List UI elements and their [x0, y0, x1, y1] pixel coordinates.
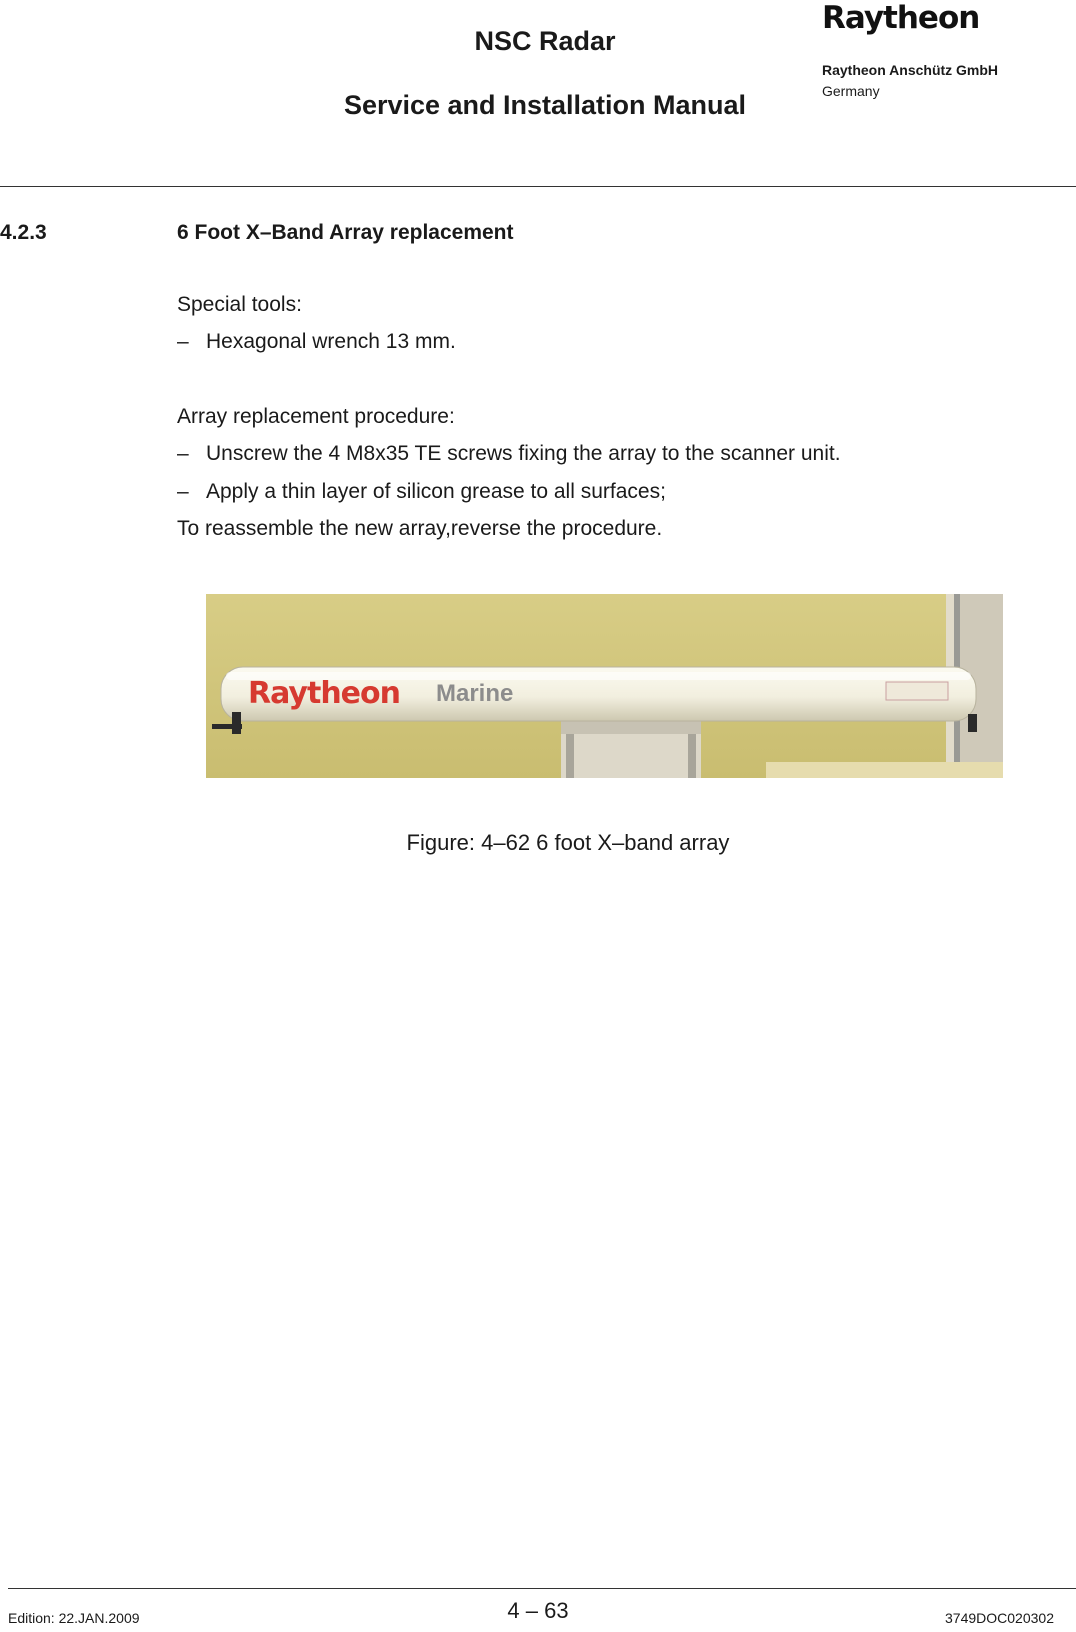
tool-list-item [177, 330, 456, 354]
procedure-label: Array replacement procedure: [177, 405, 455, 428]
bullet-dash: – [177, 480, 189, 503]
procedure-step [177, 442, 841, 466]
procedure-step [177, 480, 666, 504]
special-tools-label: Special tools: [177, 293, 302, 316]
reassemble-note: To reassemble the new array,reverse the procedure. [177, 517, 663, 540]
array-photo [206, 594, 1003, 778]
company-country: Germany [822, 83, 880, 99]
page-number: 4 – 63 [507, 1598, 569, 1623]
bullet-dash: – [177, 330, 189, 353]
footer-divider [8, 1588, 1076, 1589]
array-marine-label: Marine [436, 680, 514, 707]
figure-caption: Figure: 4–62 6 foot X–band array [406, 830, 730, 855]
section-title: 6 Foot X–Band Array replacement [177, 221, 514, 244]
step-text: Apply a thin layer of silicon grease to all surfaces; [206, 480, 666, 503]
step-text: Unscrew the 4 M8x35 TE screws fixing the array to the scanner unit. [206, 442, 841, 465]
edition-date: Edition: 22.JAN.2009 [8, 1610, 140, 1626]
document-subtitle: Service and Installation Manual [343, 90, 747, 120]
section-number: 4.2.3 [0, 221, 47, 244]
document-number: 3749DOC020302 [945, 1610, 1054, 1626]
company-name: Raytheon Anschütz GmbH [822, 62, 999, 78]
document-title: NSC Radar [474, 26, 616, 56]
array-brand-label: Raytheon [248, 676, 400, 711]
raytheon-logo: Raytheon [822, 0, 980, 36]
bullet-dash: – [177, 442, 189, 465]
header-divider [0, 186, 1076, 187]
array-photo-illustration [206, 594, 1003, 778]
tool-text: Hexagonal wrench 13 mm. [206, 330, 456, 353]
